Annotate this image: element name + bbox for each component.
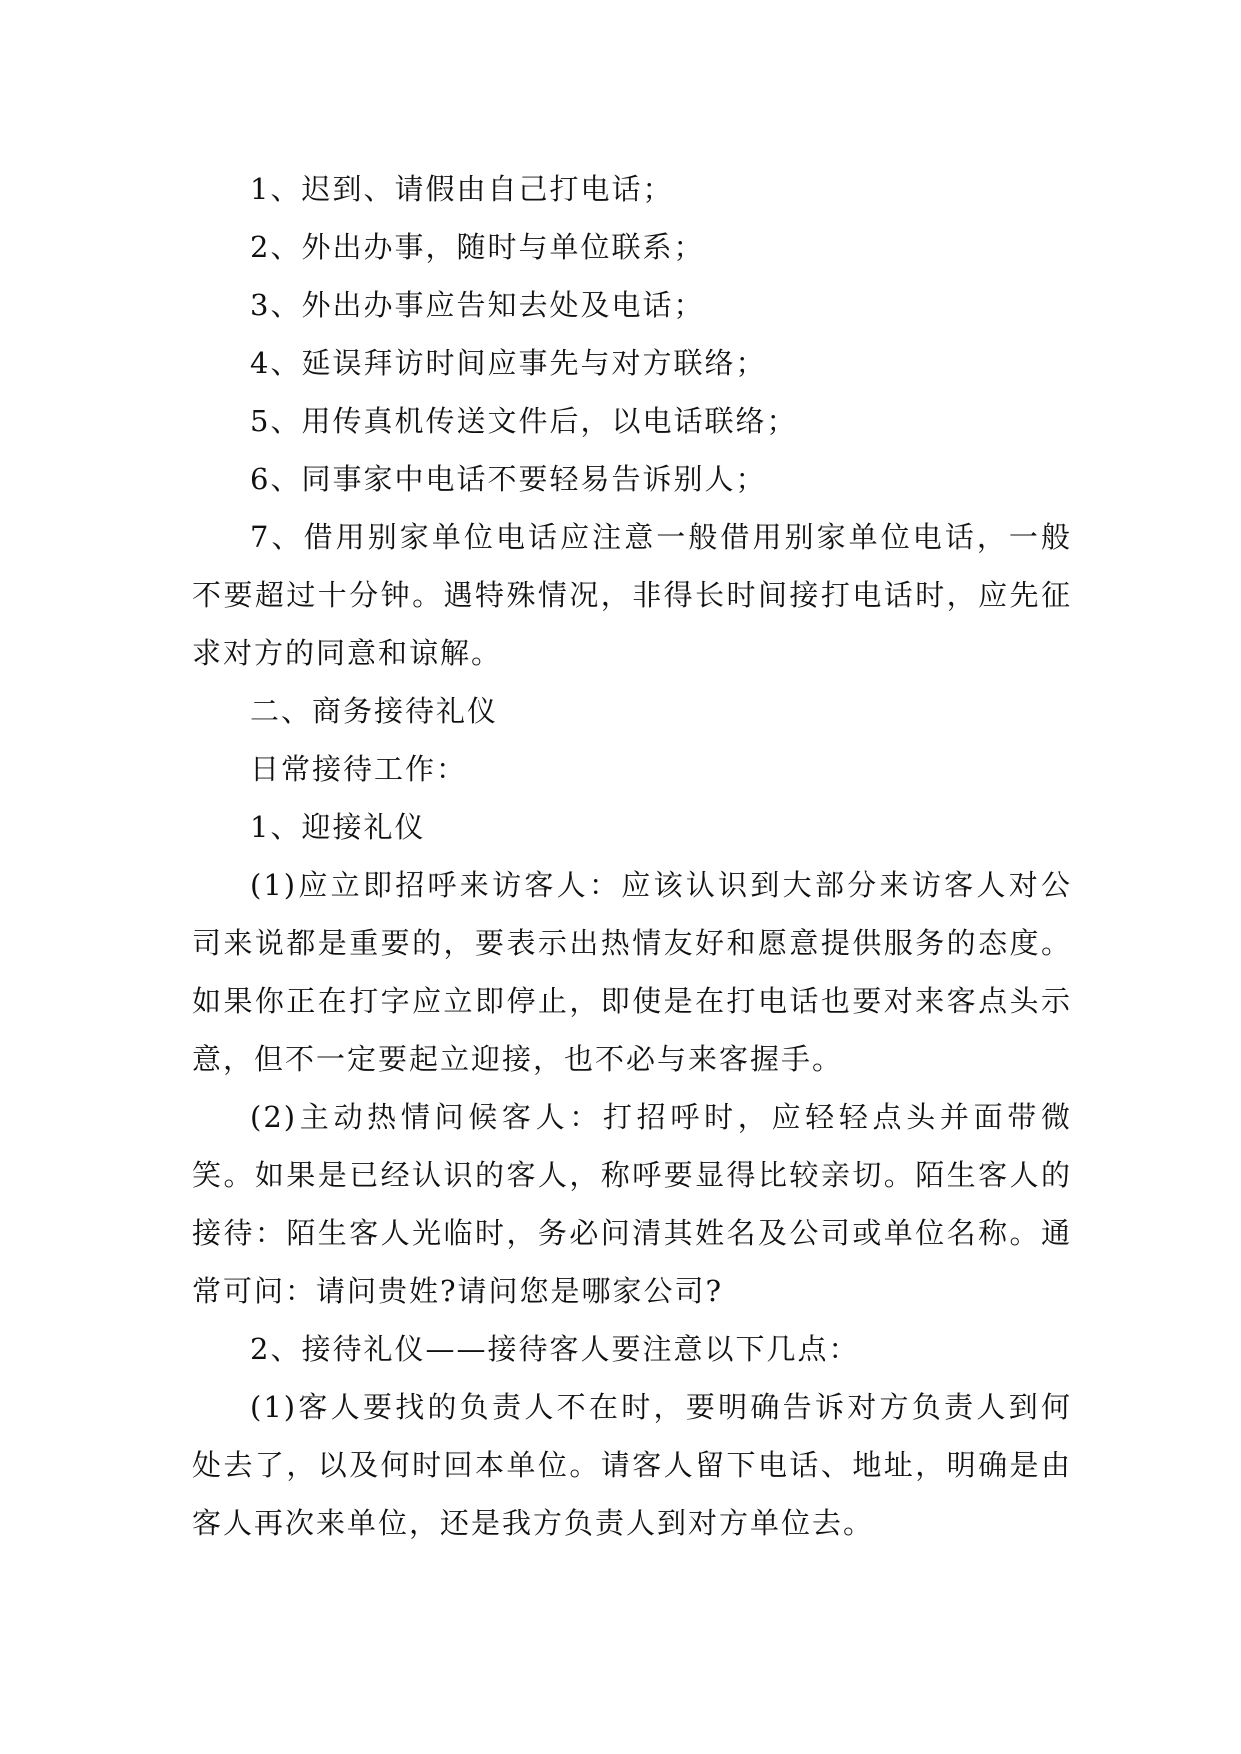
paragraph-phone-3: 3、外出办事应告知去处及电话； [250, 288, 705, 322]
document-body [192, 160, 1072, 1552]
paragraph-phone-5: 5、用传真机传送文件后，以电话联络； [250, 404, 798, 438]
section-heading: 二、商务接待礼仪 [250, 694, 499, 728]
paragraph-phone-6: 6、同事家中电话不要轻易告诉别人； [250, 462, 767, 496]
paragraph-greeting-2: (2)主动热情问候客人：打招呼时，应轻轻点头并面带微笑。如果是已经认识的客人，称呼要显得比较亲切。陌生客人的接待：陌生客人光临时，务必问清其姓名及公司或单位名称。通常可问：请问贵姓?请问您是哪家公司? [192, 1100, 1072, 1308]
paragraph-greeting-1: (1)应立即招呼来访客人：应该认识到大部分来访客人对公司来说都是重要的，要表示出热情友好和愿意提供服务的态度。如果你正在打字应立即停止，即使是在打电话也要对来客点头示意，但不一定要起立迎接，也不必与来客握手。 [192, 868, 1072, 1076]
subsection-heading: 日常接待工作： [250, 752, 468, 786]
paragraph-phone-4: 4、延误拜访时间应事先与对方联络； [250, 346, 767, 380]
paragraph-phone-7: 7、借用别家单位电话应注意一般借用别家单位电话，一般不要超过十分钟。遇特殊情况，非得长时间接打电话时，应先征求对方的同意和谅解。 [192, 520, 1072, 670]
paragraph-reception-1: (1)客人要找的负责人不在时，要明确告诉对方负责人到何处去了，以及何时回本单位。请客人留下电话、地址，明确是由客人再次来单位，还是我方负责人到对方单位去。 [192, 1390, 1072, 1540]
item-heading-reception: 2、接待礼仪——接待客人要注意以下几点： [250, 1332, 860, 1366]
paragraph-phone-2: 2、外出办事，随时与单位联系； [250, 230, 705, 264]
paragraph-phone-1: 1、迟到、请假由自己打电话； [250, 172, 674, 206]
item-heading-greeting: 1、迎接礼仪 [250, 810, 426, 844]
